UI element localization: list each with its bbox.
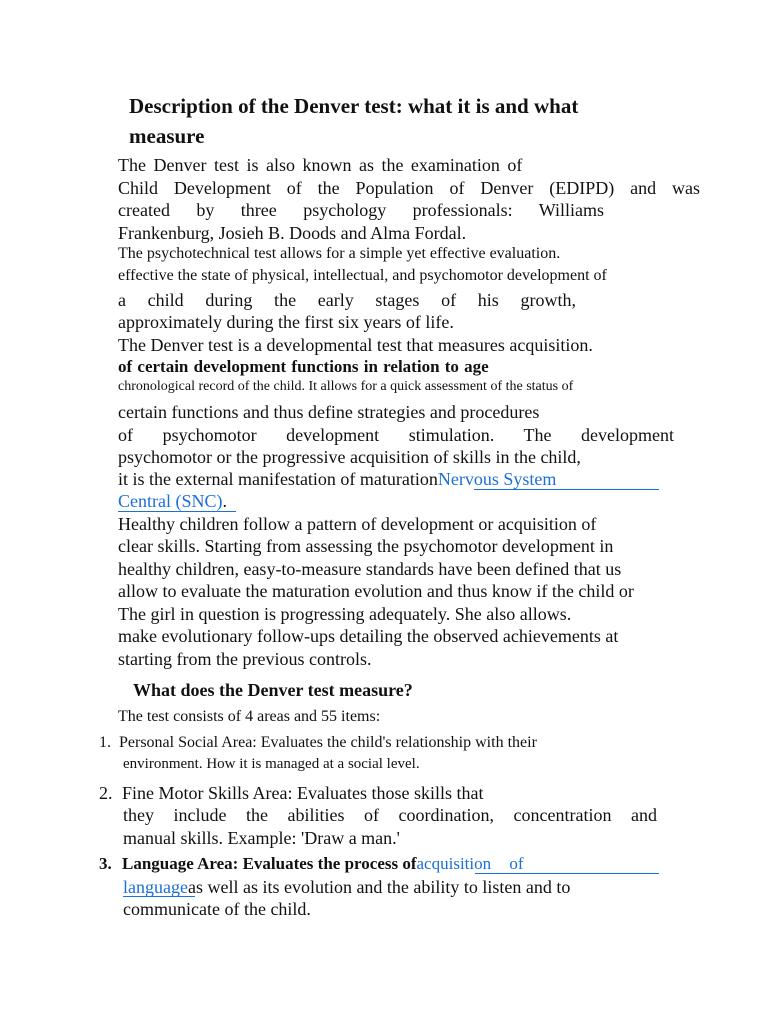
- list-item-text: they include the abilities of coordination, concentration and: [123, 805, 657, 825]
- paragraph-line: The psychotechnical test allows for a simple yet effective evaluation.: [118, 245, 561, 262]
- document-title: Description of the Denver test: what it is and what: [129, 94, 579, 118]
- paragraph-line: of psychomotor development stimulation. The development: [118, 425, 674, 445]
- paragraph-line: created by three psychology professionals: Williams: [118, 200, 604, 220]
- paragraph-line: Healthy children follow a pattern of development or acquisition of: [118, 514, 597, 534]
- list-number: 1.: [99, 734, 111, 751]
- paragraph-line: certain functions and thus define strategies and procedures: [118, 402, 540, 422]
- paragraph-line: starting from the previous controls.: [118, 649, 372, 669]
- paragraph-line: The girl in question is progressing adequately. She also allows.: [118, 604, 572, 624]
- paragraph-line: Child Development of the Population of Denver (EDIPD) and was: [118, 178, 700, 198]
- paragraph-line: clear skills. Starting from assessing the psychomotor development in: [118, 536, 614, 556]
- paragraph-text: .: [222, 491, 227, 511]
- list-item-text: manual skills. Example: 'Draw a man.': [123, 828, 400, 848]
- nervous-system-link[interactable]: Nervous System: [437, 469, 557, 489]
- paragraph-line: The Denver test is a developmental test that measures acquisition.: [118, 335, 593, 355]
- paragraph-line: The Denver test is also known as the examination of: [118, 155, 523, 175]
- list-item-bold-text: Language Area: Evaluates the process of: [122, 854, 417, 873]
- paragraph-line: healthy children, easy-to-measure standards have been defined that us: [118, 559, 622, 579]
- paragraph-line: chronological record of the child. It allows for a quick assessment of the status of: [118, 379, 574, 394]
- list-intro: The test consists of 4 areas and 55 items:: [118, 708, 381, 725]
- list-number: 3.: [99, 854, 112, 873]
- paragraph-line: Frankenburg, Josieh B. Doods and Alma Fordal.: [118, 223, 467, 243]
- acquisition-link[interactable]: acquisition of: [416, 854, 524, 873]
- list-item-text: Personal Social Area: Evaluates the child's relationship with their: [119, 734, 537, 751]
- paragraph-line: approximately during the first six years of life.: [118, 312, 454, 332]
- list-item-text: environment. How it is managed at a social level.: [123, 756, 420, 772]
- list-item-text: as well as its evolution and the ability to listen and to: [187, 877, 571, 897]
- paragraph-line: allow to evaluate the maturation evolution and thus know if the child or: [118, 581, 634, 601]
- language-link[interactable]: language: [123, 877, 188, 897]
- link-underline: [475, 873, 659, 874]
- paragraph-line: psychomotor or the progressive acquisition of skills in the child,: [118, 447, 581, 467]
- list-item-text: communicate of the child.: [123, 899, 311, 919]
- list-number: 2.: [99, 783, 113, 803]
- list-item-text: Fine Motor Skills Area: Evaluates those skills that: [122, 783, 484, 803]
- snc-link[interactable]: Central (SNC): [118, 491, 223, 511]
- paragraph-line-bold: of certain development functions in relation to age: [118, 357, 489, 376]
- paragraph-line: make evolutionary follow-ups detailing the observed achievements at: [118, 626, 619, 646]
- paragraph-line: effective the state of physical, intellectual, and psychomotor development of: [118, 267, 607, 284]
- link-underline: [118, 511, 236, 512]
- paragraph-line: a child during the early stages of his growth,: [118, 290, 576, 310]
- link-underline: [474, 489, 659, 490]
- document-title-cont: measure: [129, 124, 205, 148]
- section-heading: What does the Denver test measure?: [133, 680, 413, 700]
- paragraph-text: it is the external manifestation of maturation: [118, 469, 438, 489]
- paragraph-line-with-link: [118, 470, 556, 488]
- link-underline: [123, 896, 195, 897]
